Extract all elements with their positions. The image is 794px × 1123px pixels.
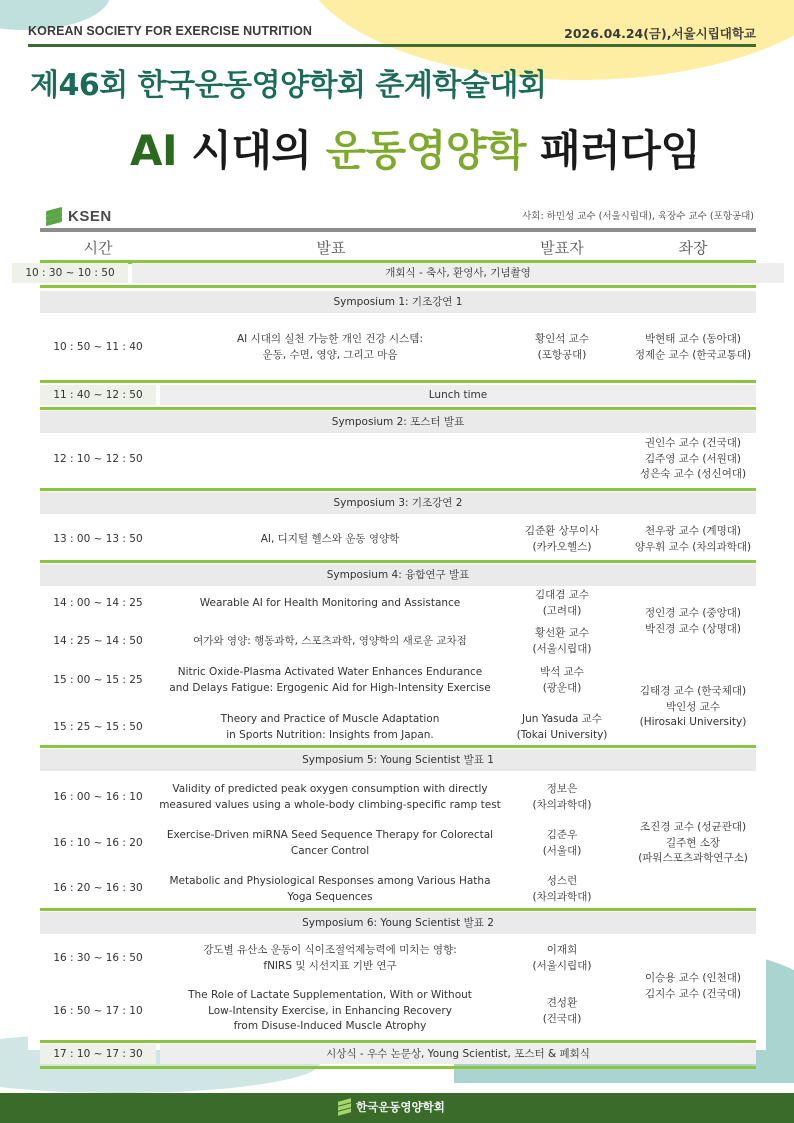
s5-r2-talk: Exercise-Driven miRNA Seed Sequence Therapy for Colorectal Cancer Control (166, 829, 494, 857)
s4-chair-b: 김태경 교수 (한국체대) 박인성 교수 (Hirosaki University) (639, 685, 747, 728)
divider (40, 1040, 756, 1043)
s4-r3-time: 15 : 00 ~ 15 : 25 (53, 674, 143, 686)
s3-chair: 천우광 교수 (계명대) 양우휘 교수 (차의과학대) (634, 525, 752, 553)
date-venue: 2026.04.24(금),서울시립대학교 (564, 26, 756, 41)
society-logo-icon (338, 1099, 352, 1115)
s2-time: 12 : 10 ~ 12 : 50 (53, 453, 143, 465)
s5-chair: 조진경 교수 (성균관대) 길주현 소장 (파워스포츠과학연구소) (638, 821, 748, 864)
lunch-row (40, 385, 756, 405)
divider (40, 380, 756, 383)
header-time: 시간 (83, 239, 113, 257)
s1-chair: 박현태 교수 (동아대) 정제순 교수 (한국교통대) (634, 333, 752, 361)
s4-r4-time: 15 : 25 ~ 15 : 50 (53, 721, 143, 733)
s5-r1-talk: Validity of predicted peak oxygen consumption with directly measured values using a whole-body climbing-specific ramp test (159, 783, 501, 811)
s5-r2-speaker: 김준우 (서울대) (542, 829, 582, 857)
table-header (40, 228, 756, 264)
s4-r1-speaker: 김대겸 교수 (고려대) (534, 589, 590, 617)
symposium-6-title: Symposium 6: Young Scientist 발표 2 (40, 912, 756, 934)
opening-label: 개회식 - 축사, 환영사, 기념촬영 (132, 263, 784, 283)
opening-row (12, 263, 784, 283)
lunch-time: 11 : 40 ~ 12 : 50 (40, 385, 156, 405)
s4-r1-time: 14 : 00 ~ 14 : 25 (53, 597, 143, 609)
s4-r1-talk: Wearable AI for Health Monitoring and Assistance (199, 597, 461, 609)
s1-talk: AI 시대의 실천 가능한 개인 건강 시스템: 운동, 수면, 영양, 그리고 마음 (237, 333, 423, 361)
theme-ai: AI (130, 126, 178, 175)
ksen-logo-icon (46, 208, 64, 224)
theme-mid: 시대의 (177, 126, 326, 175)
s3-speaker: 김준환 상무이사 (카카오헬스) (524, 525, 600, 553)
s4-r4-speaker: Jun Yasuda 교수 (Tokai University) (516, 713, 608, 741)
footer-bar (0, 1093, 794, 1123)
closing-row (40, 1044, 756, 1064)
closing-time: 17 : 10 ~ 17 : 30 (40, 1044, 156, 1064)
theme-end: 패러다임 (525, 126, 701, 175)
s6-r1-speaker: 이재희 (서울시립대) (532, 944, 592, 972)
s5-r3-speaker: 성스런 (차의과학대) (532, 875, 592, 903)
moderators: 사회: 하민성 교수 (서울시립대), 육장수 교수 (포항공대) (522, 211, 754, 222)
divider (40, 745, 756, 748)
symposium-4-title: Symposium 4: 융합연구 발표 (40, 564, 756, 586)
event-theme (130, 118, 700, 178)
symposium-2-title: Symposium 2: 포스터 발표 (40, 411, 756, 433)
header-chair: 좌장 (678, 239, 708, 257)
s5-r3-time: 16 : 20 ~ 16 : 30 (53, 882, 143, 894)
s4-chair-a: 정인경 교수 (중앙대) 박진경 교수 (상명대) (644, 607, 741, 635)
society-name: KOREAN SOCIETY FOR EXERCISE NUTRITION (28, 24, 313, 38)
s4-r2-speaker: 황선환 교수 (서울시립대) (532, 627, 592, 655)
s5-r1-time: 16 : 00 ~ 16 : 10 (53, 791, 143, 803)
divider (40, 1066, 756, 1069)
s4-r3-speaker: 박석 교수 (광운대) (540, 666, 584, 694)
divider (40, 560, 756, 563)
s5-r1-speaker: 정보은 (차의과학대) (532, 783, 592, 811)
symposium-3-title: Symposium 3: 기조강연 2 (40, 492, 756, 514)
header-talk: 발표 (316, 239, 346, 257)
s6-r2-speaker: 견성환 (건국대) (542, 997, 582, 1025)
s6-r1-time: 16 : 30 ~ 16 : 50 (53, 952, 143, 964)
footer-org-name: 한국운동영양학회 (356, 1100, 445, 1114)
ksen-logo: KSEN (46, 206, 112, 226)
top-bar (28, 24, 756, 47)
s1-time: 10 : 50 ~ 11 : 40 (53, 341, 143, 353)
s2-chair: 권인수 교수 (건국대) 김주영 교수 (서원대) 성은숙 교수 (성신여대) (639, 437, 747, 480)
s4-r2-time: 14 : 25 ~ 14 : 50 (53, 635, 143, 647)
s5-r3-talk: Metabolic and Physiological Responses among Various Hatha Yoga Sequences (169, 875, 491, 903)
s6-r2-time: 16 : 50 ~ 17 : 10 (53, 1005, 143, 1017)
lunch-label: Lunch time (160, 385, 756, 405)
symposium-5-title: Symposium 5: Young Scientist 발표 1 (40, 749, 756, 771)
opening-time: 10 : 30 ~ 10 : 50 (12, 263, 128, 283)
divider (40, 407, 756, 410)
s5-r2-time: 16 : 10 ~ 16 : 20 (53, 837, 143, 849)
s6-chair: 이승용 교수 (인천대) 김지수 교수 (건국대) (644, 972, 741, 1000)
s6-r1-talk: 강도별 유산소 운동이 식이조절억제능력에 미치는 영향: fNIRS 및 시선지표 기반 연구 (203, 944, 457, 972)
theme-highlight: 운동영양학 (325, 126, 526, 175)
footer-logo (338, 1099, 445, 1115)
s4-r2-talk: 여가와 영양: 행동과학, 스포츠과학, 영양학의 새로운 교차점 (193, 635, 467, 647)
symposium-1-title: Symposium 1: 기조강연 1 (40, 291, 756, 313)
event-title: 제46회 한국운동영양학회 춘계학술대회 (30, 68, 547, 103)
divider (40, 488, 756, 491)
divider (40, 908, 756, 911)
s4-r3-talk: Nitric Oxide-Plasma Activated Water Enhances Endurance and Delays Fatigue: Ergogenic Aid for High-Intensity Exercise (169, 666, 491, 694)
s3-talk: AI, 디지털 헬스와 운동 영양학 (260, 533, 400, 545)
s4-r4-talk: Theory and Practice of Muscle Adaptation in Sports Nutrition: Insights from Japan. (220, 713, 440, 741)
header-speaker: 발표자 (540, 239, 584, 257)
s3-time: 13 : 00 ~ 13 : 50 (53, 533, 143, 545)
s6-r2-talk: The Role of Lactate Supplementation, With or Without Low-Intensity Exercise, in Enhancing Recovery from Disuse-Induced Muscle Atrophy (188, 989, 472, 1032)
closing-label: 시상식 - 우수 논문상, Young Scientist, 포스터 & 폐회식 (160, 1044, 756, 1064)
divider (40, 285, 756, 288)
s1-speaker: 황인석 교수 (포항공대) (534, 333, 590, 361)
